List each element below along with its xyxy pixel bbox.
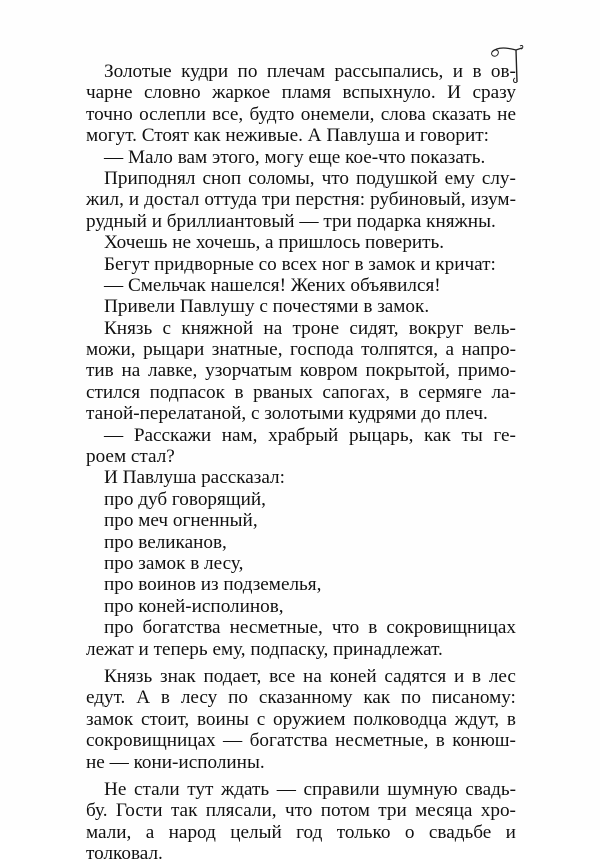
text-line-content: про меч огненный, [104,510,258,532]
word: в [472,61,482,82]
word: рыцари [143,339,205,361]
text-line [86,843,516,864]
word: подает, [203,665,262,687]
word: кудри [181,61,229,82]
word: тут [187,778,214,800]
word: стоит, [140,708,190,730]
word: что [284,800,313,822]
text-line-content [86,382,516,403]
word: сказанному [258,687,353,709]
word: Расскажи [133,424,212,446]
word: А [136,687,151,709]
text-line-content: не — кони-исполины. [86,751,265,773]
text-line [86,360,516,381]
text-line [86,211,516,232]
text-line [86,752,516,773]
word: и [128,189,140,211]
text-line [86,687,516,708]
word: только [336,821,391,843]
text-line-content: рудный и бриллиантовый — три подарка княжны. [86,210,496,232]
word: свадьбе [428,821,492,843]
text-line [86,61,516,82]
text-line-content [86,800,516,821]
word: жаркое [212,82,271,104]
text-line-content: про замок в лесу, [104,552,244,574]
text-line [86,147,516,168]
word: — [223,730,243,752]
text-line-content: Хочешь не хочешь, а пришлось поверить. [104,232,445,254]
text-line [86,125,516,146]
word: сразу [472,82,516,104]
word: храбрый [268,424,339,446]
word: слу- [481,167,516,189]
word: знатные, [211,339,283,361]
word: сноп [202,167,242,189]
text-line-content: роем стал? [86,446,175,468]
word: что [331,617,360,639]
word: с [256,708,266,730]
word: садятся [384,665,447,687]
word: три [261,189,291,211]
word: жил, [86,189,124,211]
text-line [86,189,516,210]
word: ты [461,424,483,446]
word: в [234,381,244,403]
word: и [505,821,516,843]
word: слова [380,103,426,125]
word: писаному: [431,687,516,709]
word: подпасок [149,381,225,403]
text-line [86,403,516,424]
word: подушкой [355,167,438,189]
word: ковром [299,360,358,382]
word: на [263,317,283,339]
text-line-content [86,709,516,730]
text-line [86,296,516,317]
word: полководца [353,708,447,730]
word: потом [320,800,370,822]
text-line [86,82,516,103]
word: рваных [253,381,313,403]
word: покрытой, [365,360,450,382]
word: толпятся, [361,339,439,361]
word: про [104,617,134,639]
word: Не [104,778,127,800]
text-line [86,709,516,730]
word: лесу [180,687,218,709]
word: плясали, [205,800,277,822]
word: воины [196,708,249,730]
text-line-content [104,617,516,638]
text-line [86,467,516,488]
text-line-content [86,104,516,125]
word: по [237,61,258,82]
text-line-content: про воинов из подземелья, [104,574,322,596]
text-line-content: лежат и теперь ему, подпаску, принадлежат. [86,638,443,660]
word: вокруг [408,317,464,339]
word: лавке, [148,360,198,382]
word: как [424,424,451,446]
text-line [86,254,516,275]
word: в [506,708,516,730]
word: ов- [490,61,516,82]
word: на [303,665,322,687]
text-line-content [104,61,516,82]
text-line-content: таной-перелатаной, с золотыми кудрями до плеч. [86,403,488,425]
word: плечам [266,61,326,82]
word: знак [160,665,196,687]
word: словно [144,82,201,104]
word: так [170,800,198,822]
word: сидят, [349,317,399,339]
text-line [86,168,516,189]
text-line-content [104,779,516,800]
word: как [363,687,391,709]
text-line-content: Привели Павлушу с почестями в замок. [104,296,430,318]
word: пламя [281,82,331,104]
word: а [145,821,155,843]
word: стился [86,381,141,403]
text-line [86,730,516,751]
word: соломы, [248,167,315,189]
text-line [86,232,516,253]
word: три [378,800,407,822]
word: в [435,730,445,752]
word: вспыхнуло. [342,82,436,104]
list-item [86,617,516,638]
word: народ [168,821,216,843]
word: троне [292,317,340,339]
word: примо- [457,360,516,382]
word: стали [133,778,180,800]
word: месяца [415,800,473,822]
word: не [497,103,516,125]
text-line-content [104,425,516,446]
word: — [104,424,124,446]
word: с [162,317,172,339]
text-line-content: И Павлуша рассказал: [104,467,285,489]
word: рыцарь, [348,424,414,446]
list-item [86,574,516,595]
text-line [86,318,516,339]
word: богатства [142,617,221,639]
text-line-content: могут. Стоят как неживые. А Павлуша и говорит: [86,125,489,147]
word: по [401,687,421,709]
word: чарне [86,82,133,104]
word: можи, [86,339,136,361]
word: оттуда [204,189,257,211]
text-line-content [86,687,516,708]
word: все, [212,103,244,125]
word: тив [86,360,114,382]
word: Князь [104,665,153,687]
word: замок [86,708,134,730]
word: ге- [493,424,516,446]
word: лес [488,665,516,687]
text-line-content: толковал. [86,843,163,864]
text-line-content [86,189,516,210]
text-line [86,666,516,687]
text-line-content [86,339,516,360]
word: Золотые [104,61,172,82]
word: сермяге [418,381,482,403]
word: онемели, [300,103,375,125]
word: в [399,381,409,403]
text-line-content [104,666,516,687]
word: сокровищницах [386,617,516,639]
text-line [86,779,516,800]
word: ла- [491,381,516,403]
word: богатства [249,730,328,752]
word: что [321,167,349,189]
word: а [445,339,455,361]
word: в [472,665,482,687]
word: свадь- [465,778,516,800]
word: ждут, [454,708,500,730]
text-line [86,425,516,446]
list-item [86,596,516,617]
text-line-content: — Мало вам этого, могу еще кое-что показать. [104,146,486,168]
word: напро- [461,339,516,361]
text-line-content: про коней-исполинов, [104,595,284,617]
word: оружием [273,708,346,730]
word: по [228,687,248,709]
list-item [86,553,516,574]
word: целый [230,821,282,843]
word: господа [290,339,354,361]
word: — [276,778,296,800]
word: в [368,617,378,639]
word: год [296,821,323,843]
word: Князь [104,317,153,339]
word: нам, [221,424,258,446]
text-line [86,822,516,843]
word: в [160,687,170,709]
word: мали, [86,821,132,843]
word: точно [86,103,133,125]
word: сказать [432,103,491,125]
text-line-content: про дуб говорящий, [104,488,266,510]
text-line [86,639,516,660]
text-line [86,382,516,403]
text-line-content [104,168,516,189]
text-line-content [86,360,516,381]
text-line-content [86,822,516,843]
text-line-content: Бегут придворные со всех ног в замок и кричат: [104,253,496,275]
word: и [453,665,465,687]
story-text [86,61,516,864]
text-line-content [86,730,516,751]
word: на [121,360,141,382]
text-line [86,275,516,296]
word: едут. [86,687,126,709]
text-line-content: про великанов, [104,531,227,553]
word: И [447,82,462,104]
text-line-content [104,318,516,339]
word: хро- [480,800,516,822]
word: о [404,821,415,843]
word: шумную [387,778,458,800]
word: Гости [115,800,163,822]
word: ждать [220,778,270,800]
word: будто [249,103,295,125]
word: сокровищницах [86,730,216,752]
word: ему [444,167,475,189]
word: княжной [181,317,254,339]
word: несметные, [229,617,323,639]
word: рассыпались, [334,61,444,82]
word: вель- [473,317,516,339]
word: изум- [470,189,516,211]
list-item [86,489,516,510]
word: бу. [86,800,108,822]
list-item [86,532,516,553]
word: рубиновый, [370,189,466,211]
word: все [269,665,296,687]
text-line-content: — Смельчак нашелся! Жених объявился! [104,274,441,296]
word: конюш- [452,730,516,752]
text-line [86,446,516,467]
word: Приподнял [104,167,196,189]
text-line [86,339,516,360]
word: сапогах, [322,381,391,403]
word: узорчатым [205,360,292,382]
text-line [86,104,516,125]
list-item [86,510,516,531]
word: перстня: [295,189,366,211]
word: ослепли [139,103,206,125]
word: несметные, [335,730,429,752]
text-line-content [86,82,516,103]
text-line [86,800,516,821]
word: и [452,61,464,82]
word: справили [303,778,380,800]
word: достал [144,189,200,211]
word: коней [329,665,377,687]
